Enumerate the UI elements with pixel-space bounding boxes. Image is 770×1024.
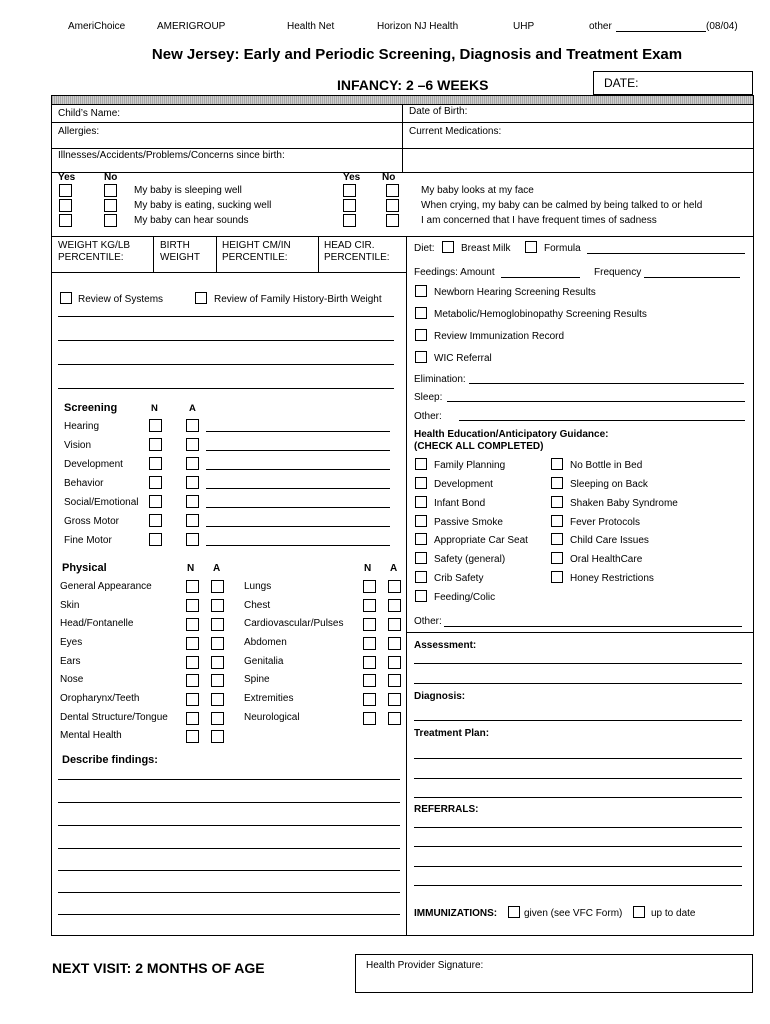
elimination-label: Elimination: <box>414 374 466 385</box>
allergies-label: Allergies: <box>58 126 100 137</box>
divider <box>407 632 753 633</box>
divider <box>52 272 406 273</box>
physical-neurological: Neurological <box>244 712 300 723</box>
general-appearance-a-checkbox[interactable] <box>211 580 224 593</box>
referrals-line[interactable] <box>414 827 742 828</box>
sleeping-yes-checkbox[interactable] <box>59 184 72 197</box>
insurer-healthnet: Health Net <box>287 21 335 32</box>
physical-nose: Nose <box>60 674 84 685</box>
behavior-notes[interactable] <box>206 488 390 489</box>
signature-label: Health Provider Signature: <box>366 960 484 971</box>
divider <box>402 104 403 172</box>
physical-a-header-right: A <box>390 563 398 574</box>
illnesses-label: Illnesses/Accidents/Problems/Concerns since birth: <box>58 150 285 161</box>
social-notes[interactable] <box>206 507 390 508</box>
wic-referral-label: WIC Referral <box>434 353 492 364</box>
physical-abdomen: Abdomen <box>244 637 287 648</box>
sleeping-no-checkbox[interactable] <box>104 184 117 197</box>
social-n-checkbox[interactable] <box>149 495 162 508</box>
no-header-left: No <box>104 172 118 183</box>
review-systems-label: Review of Systems <box>78 294 164 305</box>
dob-label: Date of Birth: <box>409 106 468 117</box>
head-n-checkbox[interactable] <box>186 618 199 631</box>
breast-milk-checkbox[interactable] <box>442 241 454 253</box>
physical-genitalia: Genitalia <box>244 656 284 667</box>
calmed-yes-checkbox[interactable] <box>343 199 356 212</box>
guidance-family-planning: Family Planning <box>434 460 506 471</box>
family-planning-checkbox[interactable] <box>415 458 427 470</box>
nose-a-checkbox[interactable] <box>211 674 224 687</box>
gross-motor-notes[interactable] <box>206 526 390 527</box>
extremities-n-checkbox[interactable] <box>363 693 376 706</box>
sleep-field[interactable] <box>447 401 745 402</box>
insurer-uhp: UHP <box>513 21 535 32</box>
review-line[interactable] <box>58 388 394 389</box>
genitalia-n-checkbox[interactable] <box>363 656 376 669</box>
sadness-yes-checkbox[interactable] <box>343 214 356 227</box>
physical-a-header-left: A <box>213 563 221 574</box>
screening-social: Social/Emotional <box>64 497 139 508</box>
screening-gross-motor: Gross Motor <box>64 516 120 527</box>
guidance-feeding-colic: Feeding/Colic <box>434 592 496 603</box>
guidance-fever-protocols: Fever Protocols <box>570 517 641 528</box>
guidance-no-bottle: No Bottle in Bed <box>570 460 643 471</box>
safety-checkbox[interactable] <box>415 552 427 564</box>
review-line[interactable] <box>58 316 394 317</box>
insurer-americhoice: AmeriChoice <box>68 21 126 32</box>
birth-label-2: WEIGHT <box>160 252 200 263</box>
oropharynx-a-checkbox[interactable] <box>211 693 224 706</box>
development-a-checkbox[interactable] <box>186 457 199 470</box>
guidance-crib-safety: Crib Safety <box>434 573 484 584</box>
insurer-horizon: Horizon NJ Health <box>377 21 459 32</box>
height-label-2: PERCENTILE: <box>222 252 288 263</box>
other2-field[interactable] <box>444 626 742 627</box>
referrals-label: REFERRALS: <box>414 804 479 815</box>
physical-n-header-right: N <box>364 563 372 574</box>
treatment-line[interactable] <box>414 758 742 759</box>
screening-fine-motor: Fine Motor <box>64 535 112 546</box>
vision-n-checkbox[interactable] <box>149 438 162 451</box>
review-line[interactable] <box>58 364 394 365</box>
eyes-n-checkbox[interactable] <box>186 637 199 650</box>
behavior-n-checkbox[interactable] <box>149 476 162 489</box>
date-label: DATE: <box>604 76 639 90</box>
physical-spine: Spine <box>244 674 270 685</box>
skin-a-checkbox[interactable] <box>211 599 224 612</box>
diagnosis-label: Diagnosis: <box>414 691 466 702</box>
physical-head: Head/Fontanelle <box>60 618 134 629</box>
guidance-passive-smoke: Passive Smoke <box>434 517 503 528</box>
next-visit: NEXT VISIT: 2 MONTHS OF AGE <box>52 960 265 976</box>
face-no-checkbox[interactable] <box>386 184 399 197</box>
physical-chest: Chest <box>244 600 271 611</box>
yes-header-left: Yes <box>58 172 76 183</box>
lungs-n-checkbox[interactable] <box>363 580 376 593</box>
sadness-no-checkbox[interactable] <box>386 214 399 227</box>
insurer-other-label: other <box>589 21 612 32</box>
feedings-label: Feedings: Amount <box>414 267 495 278</box>
eyes-a-checkbox[interactable] <box>211 637 224 650</box>
referrals-line[interactable] <box>414 866 742 867</box>
question-sleeping: My baby is sleeping well <box>134 185 242 196</box>
question-eating: My baby is eating, sucking well <box>134 200 272 211</box>
infant-bond-checkbox[interactable] <box>415 496 427 508</box>
birth-label-1: BIRTH <box>160 240 190 251</box>
guidance-development: Development <box>434 479 493 490</box>
form-version: (08/04) <box>706 21 738 32</box>
physical-cardiovascular: Cardiovascular/Pulses <box>244 618 344 629</box>
gross-motor-a-checkbox[interactable] <box>186 514 199 527</box>
page-title: New Jersey: Early and Periodic Screening, Diagnosis and Treatment Exam <box>151 46 683 63</box>
divider <box>216 236 217 272</box>
immunizations-uptodate-label: up to date <box>651 908 696 919</box>
metabolic-checkbox[interactable] <box>415 307 427 319</box>
immunizations-label: IMMUNIZATIONS: <box>414 908 498 919</box>
formula-field[interactable] <box>587 253 745 254</box>
physical-general-appearance: General Appearance <box>60 581 152 592</box>
physical-eyes: Eyes <box>60 637 83 648</box>
breast-milk-label: Breast Milk <box>461 243 511 254</box>
frequency-field[interactable] <box>644 277 740 278</box>
findings-line[interactable] <box>58 802 400 803</box>
no-bottle-checkbox[interactable] <box>551 458 563 470</box>
child-name-label: Child’s Name: <box>58 108 121 119</box>
spine-n-checkbox[interactable] <box>363 674 376 687</box>
screening-a-header: A <box>189 403 196 414</box>
treatment-line[interactable] <box>414 778 742 779</box>
ears-n-checkbox[interactable] <box>186 656 199 669</box>
guidance-oral-health: Oral HealthCare <box>570 554 643 565</box>
divider <box>52 172 753 173</box>
nose-n-checkbox[interactable] <box>186 674 199 687</box>
divider <box>52 236 753 237</box>
car-seat-checkbox[interactable] <box>415 533 427 545</box>
immunizations-given-label: given (see VFC Form) <box>524 908 623 919</box>
crib-safety-checkbox[interactable] <box>415 571 427 583</box>
question-face: My baby looks at my face <box>421 185 534 196</box>
fine-motor-n-checkbox[interactable] <box>149 533 162 546</box>
screening-development: Development <box>64 459 123 470</box>
review-line[interactable] <box>58 340 394 341</box>
abdomen-n-checkbox[interactable] <box>363 637 376 650</box>
screening-behavior: Behavior <box>64 478 104 489</box>
head-a-checkbox[interactable] <box>211 618 224 631</box>
head-label-1: HEAD CIR. <box>324 240 375 251</box>
findings-line[interactable] <box>58 892 400 893</box>
spine-a-checkbox[interactable] <box>388 674 401 687</box>
assessment-label: Assessment: <box>414 640 477 651</box>
physical-lungs: Lungs <box>244 581 272 592</box>
guidance-safety: Safety (general) <box>434 554 506 565</box>
formula-checkbox[interactable] <box>525 241 537 253</box>
general-appearance-n-checkbox[interactable] <box>186 580 199 593</box>
physical-title: Physical <box>62 562 107 574</box>
dental-n-checkbox[interactable] <box>186 712 199 725</box>
guidance-car-seat: Appropriate Car Seat <box>434 535 528 546</box>
guidance-title: Health Education/Anticipatory Guidance: <box>414 429 609 440</box>
hearing-yes-checkbox[interactable] <box>59 214 72 227</box>
fine-motor-a-checkbox[interactable] <box>186 533 199 546</box>
eating-no-checkbox[interactable] <box>104 199 117 212</box>
assessment-line[interactable] <box>414 663 742 664</box>
yes-header-right: Yes <box>343 172 361 183</box>
treatment-line[interactable] <box>414 797 742 798</box>
no-header-right: No <box>382 172 396 183</box>
immunizations-uptodate-checkbox[interactable] <box>633 906 645 918</box>
insurer-other-field[interactable] <box>616 31 706 32</box>
physical-oropharynx: Oropharynx/Teeth <box>60 693 140 704</box>
newborn-hearing-checkbox[interactable] <box>415 285 427 297</box>
chest-n-checkbox[interactable] <box>363 599 376 612</box>
fine-motor-notes[interactable] <box>206 545 390 546</box>
chest-a-checkbox[interactable] <box>388 599 401 612</box>
physical-skin: Skin <box>60 600 80 611</box>
screening-n-header: N <box>151 403 158 414</box>
neurological-n-checkbox[interactable] <box>363 712 376 725</box>
vision-a-checkbox[interactable] <box>186 438 199 451</box>
guidance-honey: Honey Restrictions <box>570 573 654 584</box>
diet-label: Diet: <box>414 243 435 254</box>
lungs-a-checkbox[interactable] <box>388 580 401 593</box>
passive-smoke-checkbox[interactable] <box>415 515 427 527</box>
question-sadness: I am concerned that I have frequent times of sadness <box>421 215 657 226</box>
insurer-amerigroup: AMERIGROUP <box>157 21 226 32</box>
hearing-n-checkbox[interactable] <box>149 419 162 432</box>
guidance-child-care: Child Care Issues <box>570 535 649 546</box>
guidance-shaken-baby: Shaken Baby Syndrome <box>570 498 678 509</box>
other-field[interactable] <box>459 420 745 421</box>
cardiovascular-n-checkbox[interactable] <box>363 618 376 631</box>
ears-a-checkbox[interactable] <box>211 656 224 669</box>
referrals-line[interactable] <box>414 885 742 886</box>
mental-health-n-checkbox[interactable] <box>186 730 199 743</box>
findings-title: Describe findings: <box>62 754 158 766</box>
date-field[interactable] <box>593 71 753 95</box>
cardiovascular-a-checkbox[interactable] <box>388 618 401 631</box>
honey-checkbox[interactable] <box>551 571 563 583</box>
guidance-infant-bond: Infant Bond <box>434 498 486 509</box>
sleeping-back-checkbox[interactable] <box>551 477 563 489</box>
behavior-a-checkbox[interactable] <box>186 476 199 489</box>
divider <box>52 122 753 123</box>
physical-n-header-left: N <box>187 563 195 574</box>
physical-ears: Ears <box>60 656 81 667</box>
physical-mental-health: Mental Health <box>60 730 122 741</box>
genitalia-a-checkbox[interactable] <box>388 656 401 669</box>
guidance-subtitle: (CHECK ALL COMPLETED) <box>414 441 544 452</box>
fever-protocols-checkbox[interactable] <box>551 515 563 527</box>
weight-label-1: WEIGHT KG/LB <box>58 240 131 251</box>
formula-label: Formula <box>544 243 581 254</box>
neurological-a-checkbox[interactable] <box>388 712 401 725</box>
physical-extremities: Extremities <box>244 693 294 704</box>
guidance-sleeping-back: Sleeping on Back <box>570 479 648 490</box>
other2-label: Other: <box>414 616 442 627</box>
frequency-label: Frequency <box>594 267 642 278</box>
extremities-a-checkbox[interactable] <box>388 693 401 706</box>
divider <box>318 236 319 272</box>
vision-notes[interactable] <box>206 450 390 451</box>
gross-motor-n-checkbox[interactable] <box>149 514 162 527</box>
findings-line[interactable] <box>58 848 400 849</box>
divider <box>153 236 154 272</box>
review-family-label: Review of Family History-Birth Weight <box>214 294 382 305</box>
eating-yes-checkbox[interactable] <box>59 199 72 212</box>
development-n-checkbox[interactable] <box>149 457 162 470</box>
physical-dental: Dental Structure/Tongue <box>60 712 168 723</box>
referrals-line[interactable] <box>414 846 742 847</box>
shaded-band <box>52 96 753 104</box>
oral-health-checkbox[interactable] <box>551 552 563 564</box>
review-systems-checkbox[interactable] <box>60 292 72 304</box>
immunizations-given-checkbox[interactable] <box>508 906 520 918</box>
calmed-no-checkbox[interactable] <box>386 199 399 212</box>
question-calmed: When crying, my baby can be calmed by being talked to or held <box>421 200 703 211</box>
question-hearing: My baby can hear sounds <box>134 215 249 226</box>
screening-hearing: Hearing <box>64 421 100 432</box>
findings-line[interactable] <box>58 914 400 915</box>
shaken-baby-checkbox[interactable] <box>551 496 563 508</box>
signature-field[interactable] <box>355 954 753 993</box>
immunization-record-checkbox[interactable] <box>415 329 427 341</box>
hearing-a-checkbox[interactable] <box>186 419 199 432</box>
immunization-record-label: Review Immunization Record <box>434 331 565 342</box>
face-yes-checkbox[interactable] <box>343 184 356 197</box>
development-notes[interactable] <box>206 469 390 470</box>
findings-line[interactable] <box>58 779 400 780</box>
hearing-no-checkbox[interactable] <box>104 214 117 227</box>
height-label-1: HEIGHT CM/IN <box>222 240 291 251</box>
metabolic-label: Metabolic/Hemoglobinopathy Screening Results <box>434 309 647 320</box>
head-label-2: PERCENTILE: <box>324 252 390 263</box>
findings-line[interactable] <box>58 825 400 826</box>
screening-title: Screening <box>64 402 118 414</box>
page-subtitle: INFANCY: 2 –6 WEEKS <box>337 77 489 93</box>
treatment-plan-label: Treatment Plan: <box>414 728 490 739</box>
sleep-label: Sleep: <box>414 392 443 403</box>
divider <box>52 148 753 149</box>
newborn-hearing-label: Newborn Hearing Screening Results <box>434 287 596 298</box>
weight-label-2: PERCENTILE: <box>58 252 124 263</box>
assessment-line[interactable] <box>414 683 742 684</box>
oropharynx-n-checkbox[interactable] <box>186 693 199 706</box>
hearing-notes[interactable] <box>206 431 390 432</box>
dental-a-checkbox[interactable] <box>211 712 224 725</box>
abdomen-a-checkbox[interactable] <box>388 637 401 650</box>
mental-health-a-checkbox[interactable] <box>211 730 224 743</box>
feeding-colic-checkbox[interactable] <box>415 590 427 602</box>
other-label: Other: <box>414 411 442 422</box>
findings-line[interactable] <box>58 870 400 871</box>
skin-n-checkbox[interactable] <box>186 599 199 612</box>
feedings-amount-field[interactable] <box>501 277 580 278</box>
screening-vision: Vision <box>64 440 92 451</box>
review-family-checkbox[interactable] <box>195 292 207 304</box>
diagnosis-line[interactable] <box>414 720 742 721</box>
medications-label: Current Medications: <box>409 126 502 137</box>
social-a-checkbox[interactable] <box>186 495 199 508</box>
development-guidance-checkbox[interactable] <box>415 477 427 489</box>
column-divider <box>406 236 407 935</box>
wic-referral-checkbox[interactable] <box>415 351 427 363</box>
elimination-field[interactable] <box>469 383 744 384</box>
child-care-checkbox[interactable] <box>551 533 563 545</box>
